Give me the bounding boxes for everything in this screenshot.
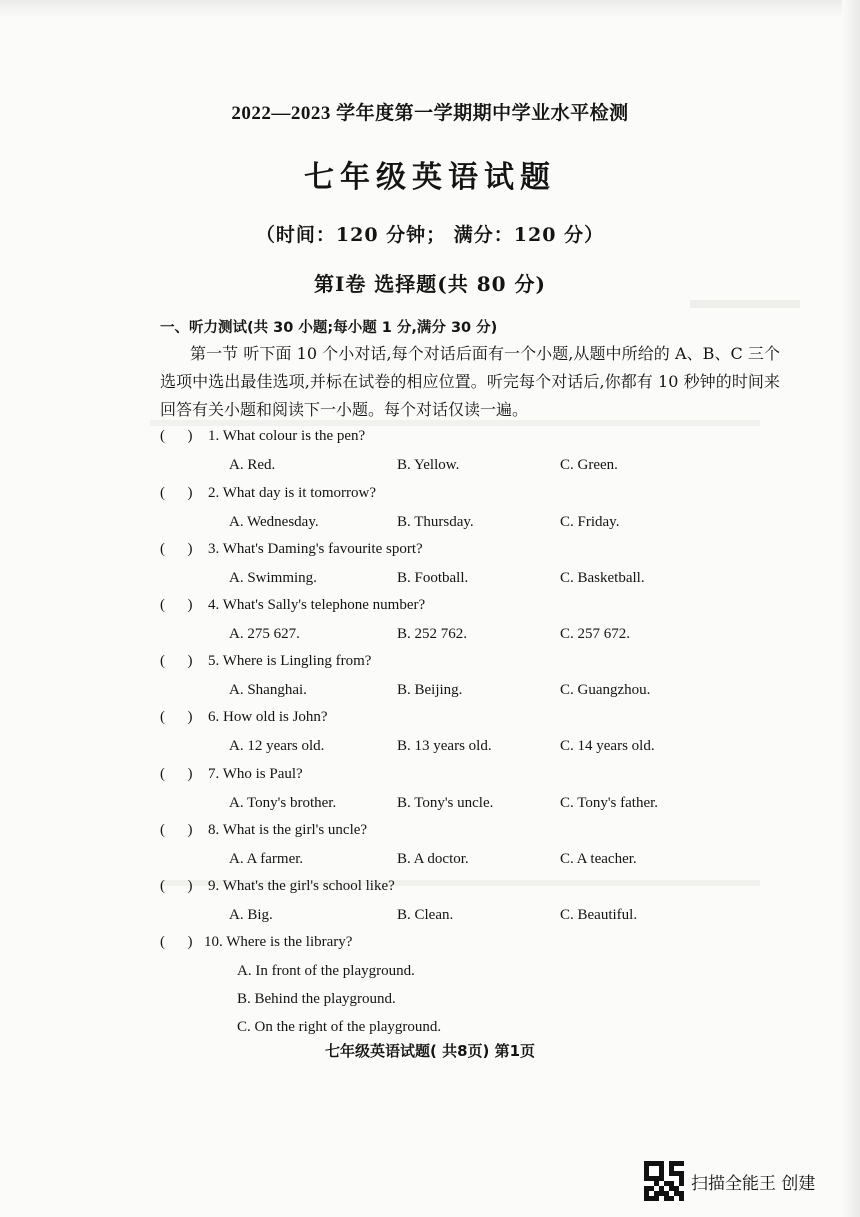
- option-b: B. A doctor.: [397, 851, 469, 867]
- question-stem: 4. What's Sally's telephone number?: [208, 597, 426, 613]
- question-7: [160, 766, 780, 816]
- option-b: B. 13 years old.: [397, 738, 492, 754]
- answer-blank[interactable]: ( ): [160, 709, 193, 725]
- question-4: [160, 597, 780, 647]
- section-heading: 一、听力测试(共 30 小题;每小题 1 分,满分 30 分): [160, 320, 498, 336]
- option-c: C. Friday.: [560, 514, 620, 530]
- option-a: A. A farmer.: [229, 851, 304, 867]
- answer-blank[interactable]: ( ): [160, 597, 193, 613]
- qr-code-icon: [644, 1161, 684, 1201]
- option-c: C. Basketball.: [560, 570, 645, 586]
- option-b: B. Tony's uncle.: [397, 795, 494, 811]
- question-5: [160, 653, 780, 703]
- option-a: A. Big.: [229, 907, 273, 923]
- question-10: [160, 934, 780, 1044]
- question-stem: 1. What colour is the pen?: [208, 428, 366, 444]
- question-6: [160, 709, 780, 759]
- section-instructions: 第一节 听下面 10 个小对话,每个对话后面有一个小题,从题中所给的 A、B、C 三个选项中选出最佳选项,并标在试卷的相应位置。听完每个对话后,你都有 10 秒钟的时间来回答有关小题和阅读下一小题。每个对话仅读一遍。: [160, 344, 780, 419]
- question-8: [160, 822, 780, 872]
- option-a: A. Shanghai.: [229, 682, 307, 698]
- option-b: B. Clean.: [397, 907, 454, 923]
- option-a: A. 12 years old.: [229, 738, 325, 754]
- question-stem: 3. What's Daming's favourite sport?: [208, 541, 423, 557]
- option-b: B. 252 762.: [397, 626, 468, 642]
- option-a: A. Red.: [229, 457, 276, 473]
- part-title: 第Ⅰ卷 选择题(共 80 分): [313, 272, 546, 296]
- question-stem: 9. What's the girl's school like?: [208, 878, 395, 894]
- option-c: C. A teacher.: [560, 851, 637, 867]
- question-9: [160, 878, 780, 928]
- answer-blank[interactable]: ( ): [160, 653, 193, 669]
- exam-title: 2022—2023 学年度第一学期期中学业水平检测: [231, 103, 629, 124]
- scanner-label: 扫描全能王 创建: [691, 1173, 816, 1194]
- bleed-through-mark: [690, 300, 800, 308]
- scan-top-edge: [0, 0, 860, 18]
- answer-blank[interactable]: ( ): [160, 541, 193, 557]
- option-c: C. Tony's father.: [560, 795, 659, 811]
- option-c: C. 257 672.: [560, 626, 631, 642]
- exam-time-score-info: （时间：120 分钟； 满分：120 分）: [255, 224, 605, 246]
- answer-blank[interactable]: ( ): [160, 766, 193, 782]
- option-c: C. Guangzhou.: [560, 682, 651, 698]
- option-b: B. Beijing.: [397, 682, 463, 698]
- answer-blank[interactable]: ( ): [160, 934, 193, 950]
- option-b: B. Football.: [397, 570, 469, 586]
- option-b: B. Behind the playground.: [237, 991, 396, 1007]
- answer-blank[interactable]: ( ): [160, 428, 193, 444]
- option-c: C. Green.: [560, 457, 618, 473]
- answer-blank[interactable]: ( ): [160, 485, 193, 501]
- option-c: C. On the right of the playground.: [237, 1019, 442, 1035]
- option-a: A. Swimming.: [229, 570, 317, 586]
- question-1: [160, 428, 780, 478]
- answer-blank[interactable]: ( ): [160, 878, 193, 894]
- question-stem: 6. How old is John?: [208, 709, 328, 725]
- page-footer: 七年级英语试题( 共8页) 第1页: [324, 1042, 536, 1060]
- answer-blank[interactable]: ( ): [160, 822, 193, 838]
- question-stem: 8. What is the girl's uncle?: [208, 822, 368, 838]
- option-b: B. Yellow.: [397, 457, 460, 473]
- question-stem: 7. Who is Paul?: [208, 766, 303, 782]
- subject-title: 七年级英语试题: [304, 160, 556, 195]
- option-a: A. In front of the playground.: [237, 963, 415, 979]
- option-a: A. Wednesday.: [229, 514, 319, 530]
- option-a: A. Tony's brother.: [229, 795, 337, 811]
- option-b: B. Thursday.: [397, 514, 474, 530]
- question-stem: 10. Where is the library?: [204, 934, 353, 950]
- option-c: C. Beautiful.: [560, 907, 638, 923]
- scanner-watermark: [644, 1161, 815, 1201]
- question-2: [160, 485, 780, 535]
- question-stem: 2. What day is it tomorrow?: [208, 485, 377, 501]
- option-c: C. 14 years old.: [560, 738, 655, 754]
- option-a: A. 275 627.: [229, 626, 300, 642]
- question-stem: 5. Where is Lingling from?: [208, 653, 372, 669]
- question-3: [160, 541, 780, 591]
